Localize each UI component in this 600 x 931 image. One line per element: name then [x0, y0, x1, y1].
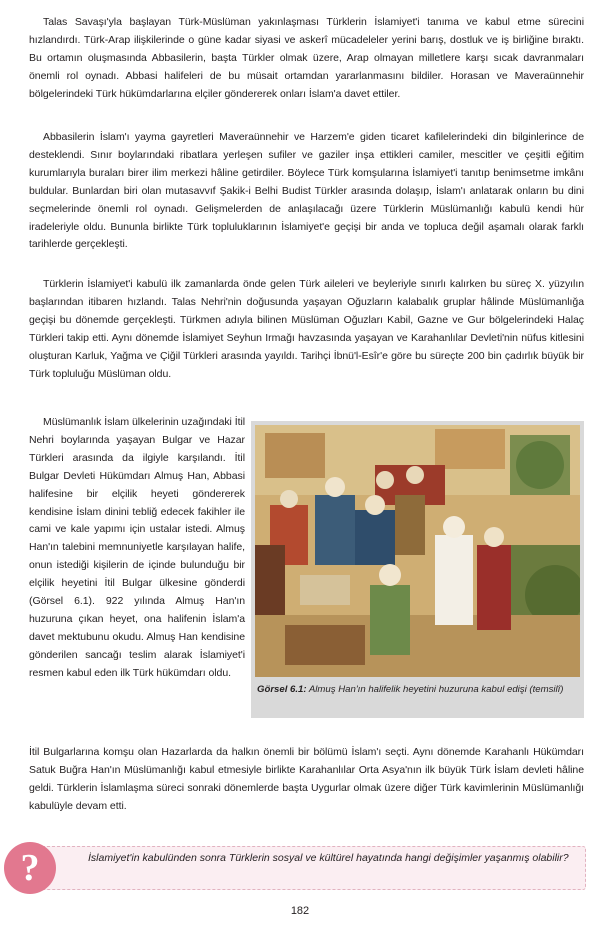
figure-label: Görsel 6.1: [257, 684, 307, 695]
miniature-painting-image [255, 425, 580, 677]
paragraph-turkish-conversion: Türklerin İslamiyet'i kabulü ilk zamanlarda önde gelen Türk aileleri ve beyleriyle sınırlı kalırken bu süreç X. yüzyılın başlarından itibaren hızlandı. Talas Nehri'nin doğusunda yaşayan Oğuzların kalabalık gruplar hâlinde Müslümanlığa geçişi bu dönemde gerçekleşti. Türkmen adıyla bilinen Müslüman Oğuzları Kabil, Gazne ve Gur bölgelerindeki Halaç Türkleri takip etti. Aynı dönemde İslamiyet Seyhun Irmağı havzasında yaşayan ve Karahanlılar Devleti'nin nüfus kitlesini oluşturan Karluk, Yağma ve Çiğil Türkleri arasında yayıldı. Tarihçi İbnü'l-Esîr'e göre bu süreçte 200 bin çadırlık büyük bir Türk topluluğu Müslüman oldu. [29, 278, 584, 380]
figure-caption-text: Almuş Han'ın halifelik heyetini huzuruna kabul edişi (temsilî) [308, 684, 564, 695]
question-text: İslamiyet'in kabulünden sonra Türklerin sosyal ve kültürel hayatında hangi değişimler yaşanmış olabilir? [88, 852, 569, 864]
question-mark-icon: ? [4, 842, 56, 894]
question-box [4, 842, 588, 894]
paragraph-abbasid-spread: Abbasilerin İslam'ı yayma gayretleri Maveraünnehir ve Harzem'e giden ticaret kafilelerindeki din bilginlerince de desteklendi. Sınır boylarındaki ribatlara yerleşen sufiler ve gaziler inşa ettikleri camiler, mescitler ve çeşitli eğitim kurumlarıyla buraları birer ilim merkezi hâline getirdiler. Böylece Türk komşularına İslamiyet'i tanıtıp benimsetme imkânı buldular. Bunlardan biri olan mutasavvıf Şakik-i Belhi Budist Türkler arasında dolaşıp, İslam'ı anlatarak onların bu dini seçmelerinde önemli rol oynadı. Gelişmelerden de anlaşılacağı üzere Türklerin Müslümanlığı kabulü kendi hür iradeleriyle oldu. Bununla birlikte Türk topluluklarının İslamiyet'e geçişi bir anda ve topluca değil aşamalı olarak farklı tarihlerde gerçekleşti. [29, 131, 584, 251]
miniature-painting-illustration [255, 425, 580, 677]
figure-6-1 [251, 421, 584, 718]
page-number: 182 [290, 905, 310, 917]
paragraph-talas: Talas Savaşı'yla başlayan Türk-Müslüman yakınlaşması Türklerin İslamiyet'i tanıma ve kabul etme sürecini hızlandırdı. Türk-Arap ilişkilerinde o güne kadar siyasi ve askerî mücadeleler yerini barış, dostluk ve iş birliğine bıraktı. Bu ortamın oluşmasında Abbasilerin, başta Türkler olmak üzere, Arap olmayan milletlere karşı sıcak davranmaları önemli rol oynadı. Abbasi halifeleri de bu müsait ortamdan yararlanmasını bildiler. Horasan ve Maveraünnehir bölgelerindeki Türk hükümdarlarına elçiler göndererek onları İslam'a davet ettiler. [29, 16, 584, 100]
paragraph-hazar-karahan: İtil Bulgarlarına komşu olan Hazarlarda da halkın önemli bir bölümü İslam'ı seçti. Aynı dönemde Karahanlı Hükümdarı Satuk Buğra Han'ın Müslümanlığı kabul etmesiyle birlikte Karahanlılar Orta Asya'nın ilk büyük Türk İslam devleti hâline geldi. Türklerin İslamlaşma süreci sonraki dönemlerde başta Uygurlar olmak üzere diğer Türk kavimlerinin Müslümanlığı kabulüyle devam etti. [29, 746, 584, 812]
paragraph-itil-bulgar: Müslümanlık İslam ülkelerinin uzağındaki İtil Nehri boylarında yaşayan Bulgar ve Hazar Türkleri arasında da ilgiyle karşılandı. İtil Bulgar Devleti Hükümdarı Almuş Han, Abbasi halifesine bir elçilik heyeti göndererek kendisine İslam dinini tebliğ edecek fakihler ile cami ve kale yapımı için ustalar istedi. Almuş Han'ın talebini memnuniyetle karşılayan halife, onun istediği kişilerin de içinde bulunduğu bir elçilik heyetini İtil Bulgar ülkesine gönderdi (Görsel 6.1). 922 yılında Almuş Han'ın huzuruna çıkan heyet, ona halifenin İslam'a davet mektubunu okudu. Almuş Han kendisine gönderilen sancağı teslim alarak İslamiyet'i resmen kabul eden ilk Türk hükümdarı oldu. [29, 416, 246, 679]
figure-caption [257, 683, 577, 698]
